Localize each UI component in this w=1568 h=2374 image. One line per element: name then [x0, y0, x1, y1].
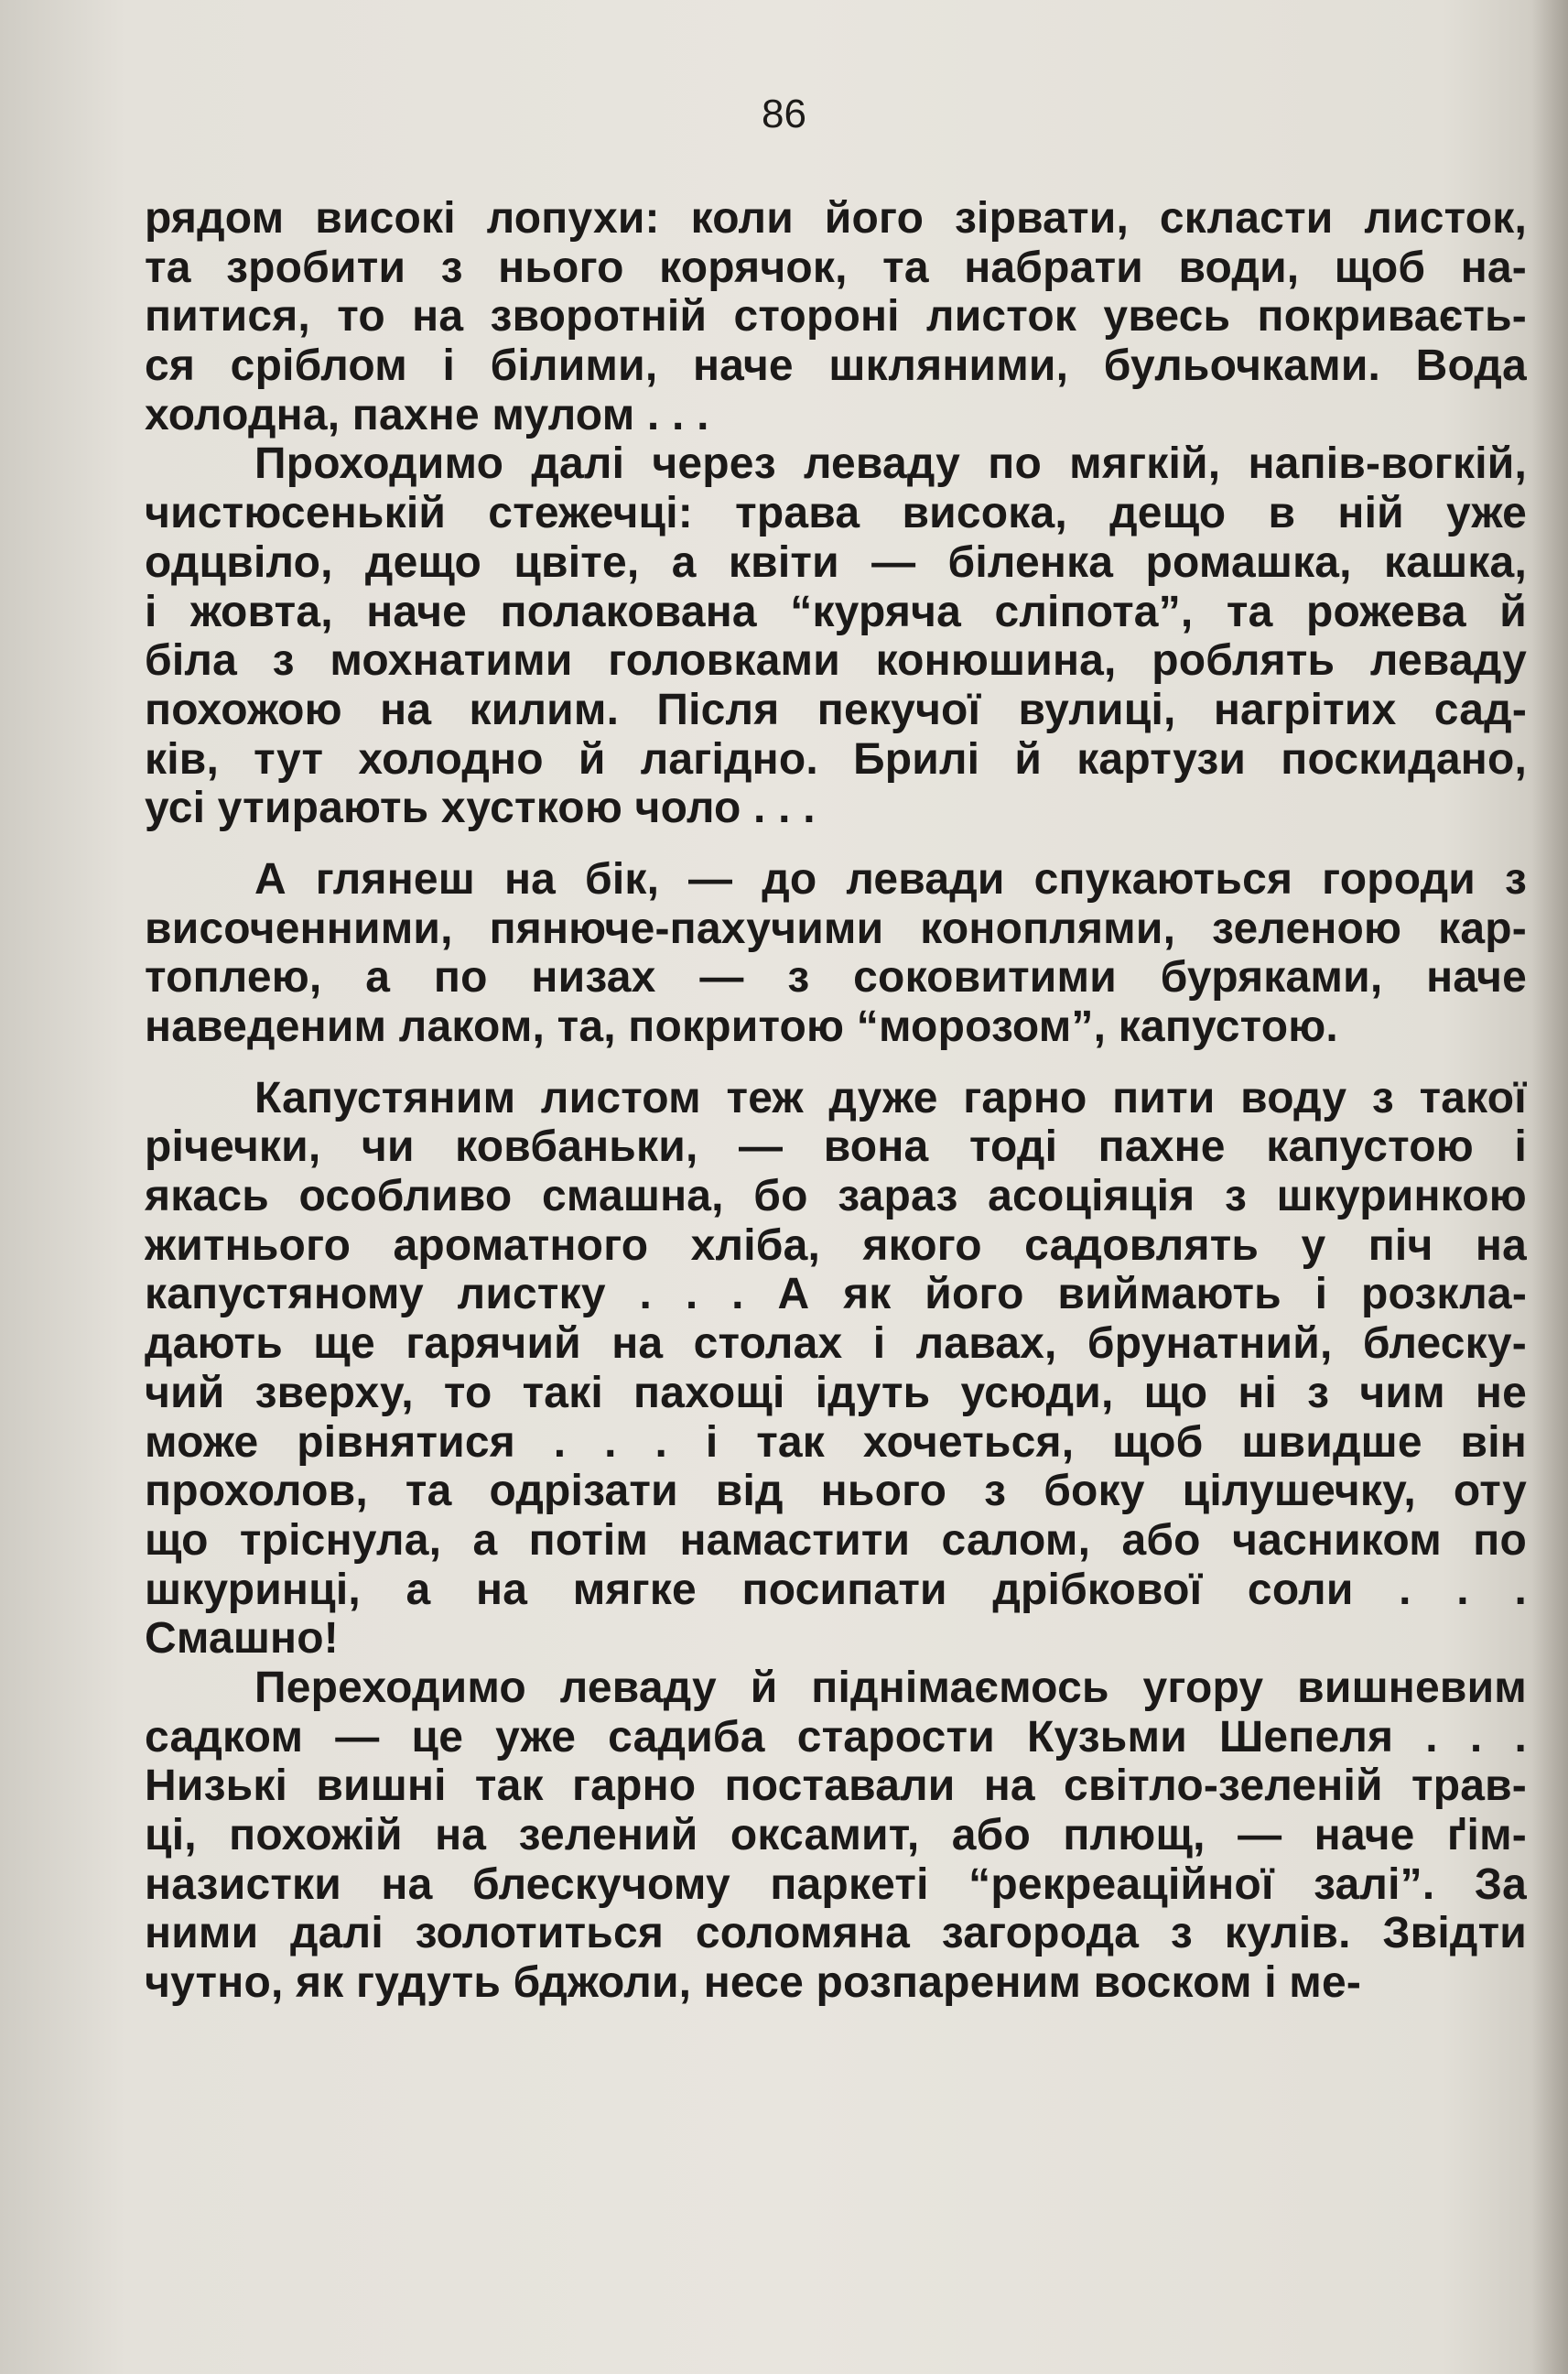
text-line: річечки, чи ковбаньки, — вона тоді пахне капустою і [145, 1122, 1527, 1172]
text-line: чий зверху, то такі пахощі ідуть усюди, що ні з чим не [145, 1368, 1527, 1417]
paragraph [145, 1074, 1527, 1664]
text-line: височенними, пянюче-пахучими коноплями, зеленою кар- [145, 904, 1527, 953]
text-line: рядом високі лопухи: коли його зірвати, скласти листок, [145, 194, 1527, 243]
text-line: шкуринці, а на мягке посипати дрібкової соли . . . [145, 1565, 1527, 1614]
text-line: питися, то на зворотній стороні листок увесь покриваєть- [145, 292, 1527, 341]
text-line: Капустяним листом теж дуже гарно пити воду з такої [254, 1073, 1527, 1122]
text-line: і жовта, наче полакована “куряча сліпота”, та рожева й [145, 587, 1527, 636]
text-line: холодна, пахне мулом . . . [145, 390, 709, 439]
text-line: житнього ароматного хліба, якого садовлять у піч на [145, 1220, 1527, 1270]
text-line: топлею, а по низах — з соковитими буряками, наче [145, 953, 1527, 1003]
text-line: одцвіло, дещо цвіте, а квіти — біленка ромашка, кашка, [145, 537, 1527, 587]
text-line: А глянеш на бік, — до левади спукаються городи з [254, 854, 1527, 904]
text-line: дають ще гарячий на столах і лавах, брунатний, блеску- [145, 1319, 1527, 1369]
text-line: якась особливо смашна, бо зараз асоціяція з шкуринкою [145, 1172, 1527, 1221]
text-line: біла з мохнатими головками конюшина, роблять леваду [145, 636, 1527, 686]
paragraph-gap [145, 833, 1527, 855]
text-line: чутно, як гудуть бджоли, несе розпареним воском і ме- [145, 1958, 1362, 2008]
paragraph-gap [145, 1052, 1527, 1074]
text-line: наведеним лаком, та, покритою “морозом”, капустою. [145, 1003, 1338, 1051]
text-line: Переходимо леваду й піднімаємось угору вишневим [254, 1663, 1527, 1712]
paragraph [145, 855, 1527, 1052]
paragraph [145, 194, 1527, 439]
text-line: Низькі вишні так гарно поставали на світло-зеленій трав- [145, 1762, 1527, 1811]
text-line: садком — це уже садиба старости Кузьми Шепеля . . . [145, 1712, 1527, 1762]
text-line: що тріснула, а потім намастити салом, або часником по [145, 1515, 1527, 1565]
page-number: 86 [762, 92, 806, 136]
text-line: Смашно! [145, 1614, 339, 1664]
page-text [145, 194, 1527, 2008]
text-line: Проходимо далі через леваду по мягкій, напів-вогкій, [254, 439, 1527, 489]
text-line: похожою на килим. Після пекучої вулиці, нагрітих сад- [145, 685, 1527, 734]
text-line: назистки на блескучому паркеті “рекреаційної залі”. За [145, 1859, 1527, 1909]
text-line: капустяному листку . . . А як його виймають і розкла- [145, 1270, 1527, 1319]
text-line: ся сріблом і білими, наче шкляними, бульочками. Вода [145, 341, 1527, 391]
text-line: ці, похожій на зелений оксамит, або плющ, — наче ґім- [145, 1811, 1527, 1859]
text-line: ків, тут холодно й лагідно. Брилі й картузи поскидано, [145, 734, 1527, 784]
text-line: усі утирають хусткою чоло . . . [145, 784, 816, 833]
text-line: та зробити з нього корячок, та набрати води, щоб на- [145, 243, 1527, 292]
page-edge-shadow [1531, 0, 1568, 2374]
text-line: може рівнятися . . . і так хочеться, щоб швидше він [145, 1417, 1527, 1467]
paragraph [145, 439, 1527, 833]
paragraph [145, 1664, 1527, 2008]
text-line: чистюсенькій стежечці: трава висока, дещо в ній уже [145, 489, 1527, 538]
text-line: прохолов, та одрізати від нього з боку цілушечку, оту [145, 1467, 1527, 1516]
text-line: ними далі золотиться соломяна загорода з кулів. Звідти [145, 1909, 1527, 1958]
